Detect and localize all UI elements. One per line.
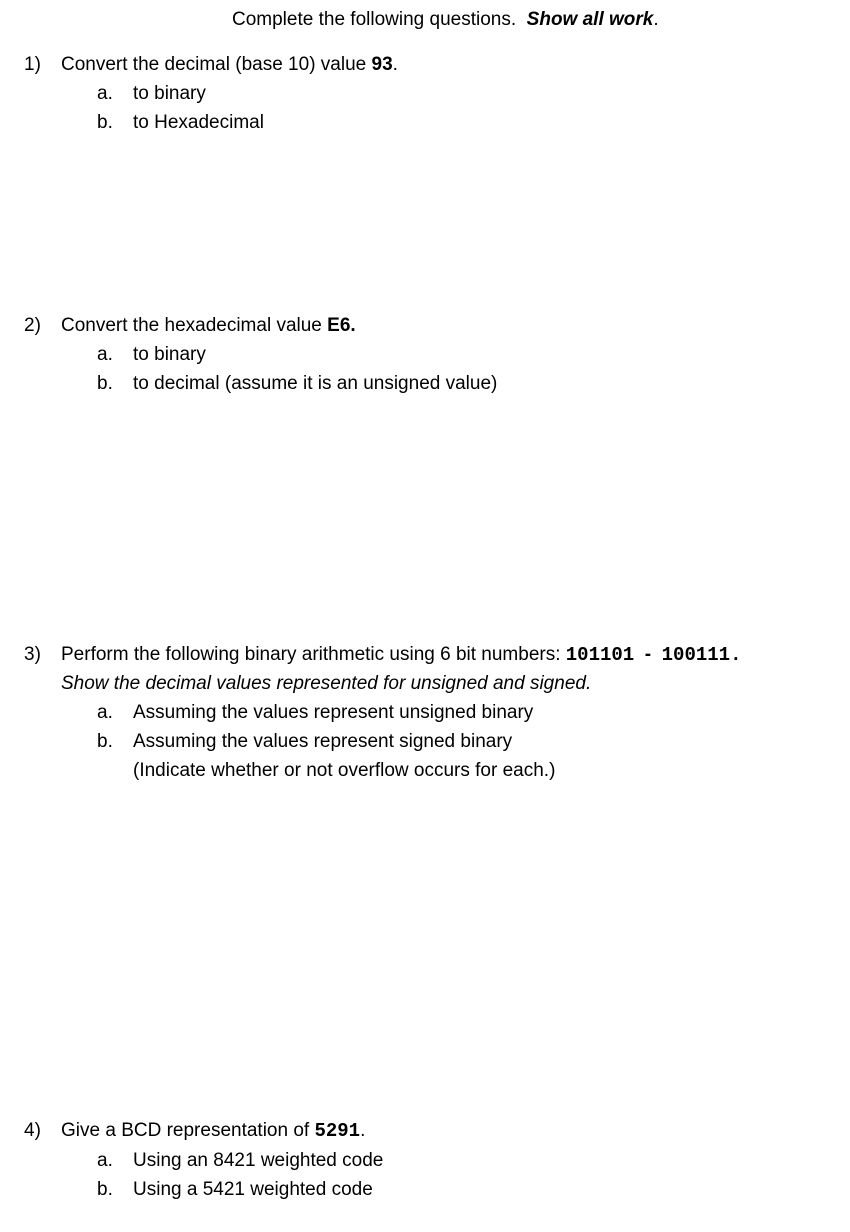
question-1-part-a-letter: a.: [97, 83, 113, 104]
question-1-part-b-text: to Hexadecimal: [133, 112, 264, 133]
question-3-prompt: [61, 643, 741, 667]
question-3-part-a-text: Assuming the values represent unsigned binary: [133, 702, 534, 723]
instruction-emphasis: Show all work: [526, 9, 654, 30]
question-3-note: Show the decimal values represented for unsigned and signed.: [61, 673, 592, 694]
question-3-suffix: .: [730, 644, 742, 666]
question-1-part-a-text: to binary: [133, 83, 206, 104]
question-3-operand-2: 100111: [661, 644, 731, 666]
question-1-prefix: Convert the decimal (base 10) value: [61, 54, 372, 75]
question-2-part-a-text: to binary: [133, 344, 206, 365]
question-1-prompt: [61, 53, 398, 77]
question-4-part-a-text: Using an 8421 weighted code: [133, 1150, 384, 1171]
question-1-number: 1): [24, 54, 41, 75]
question-3-part-b-letter: b.: [97, 731, 113, 752]
question-4-prompt: [61, 1119, 365, 1143]
question-4-value: 5291: [314, 1120, 361, 1142]
question-2-value: E6.: [327, 315, 356, 336]
question-2-part-a-letter: a.: [97, 344, 113, 365]
question-3-number: 3): [24, 644, 41, 665]
question-2-prompt: [61, 314, 356, 338]
question-2-part-b-letter: b.: [97, 373, 113, 394]
question-4-part-b-letter: b.: [97, 1179, 113, 1200]
question-1-part-b-letter: b.: [97, 112, 113, 133]
question-3-part-b-text: Assuming the values represent signed binary: [133, 731, 513, 752]
question-4-number: 4): [24, 1120, 41, 1141]
question-4-prefix: Give a BCD representation of: [61, 1120, 315, 1141]
question-3-prefix: Perform the following binary arithmetic using 6 bit numbers:: [61, 644, 566, 665]
question-2-number: 2): [24, 315, 41, 336]
question-3-overflow-note: (Indicate whether or not overflow occurs for each.): [133, 760, 556, 781]
question-2-part-b-text: to decimal (assume it is an unsigned value): [133, 373, 498, 394]
instruction-end: .: [653, 9, 659, 30]
question-1-value: 93: [371, 54, 393, 75]
question-3-operand-1: 101101: [565, 644, 635, 666]
page-instruction: [232, 8, 659, 32]
question-4-part-a-letter: a.: [97, 1150, 113, 1171]
question-4-part-b-text: Using a 5421 weighted code: [133, 1179, 373, 1200]
question-3-operator: -: [644, 644, 652, 665]
question-1-suffix: .: [392, 54, 398, 75]
question-2-prefix: Convert the hexadecimal value: [61, 315, 328, 336]
question-4-suffix: .: [360, 1120, 366, 1141]
instruction-text: Complete the following questions.: [232, 9, 517, 30]
question-3-part-a-letter: a.: [97, 702, 113, 723]
